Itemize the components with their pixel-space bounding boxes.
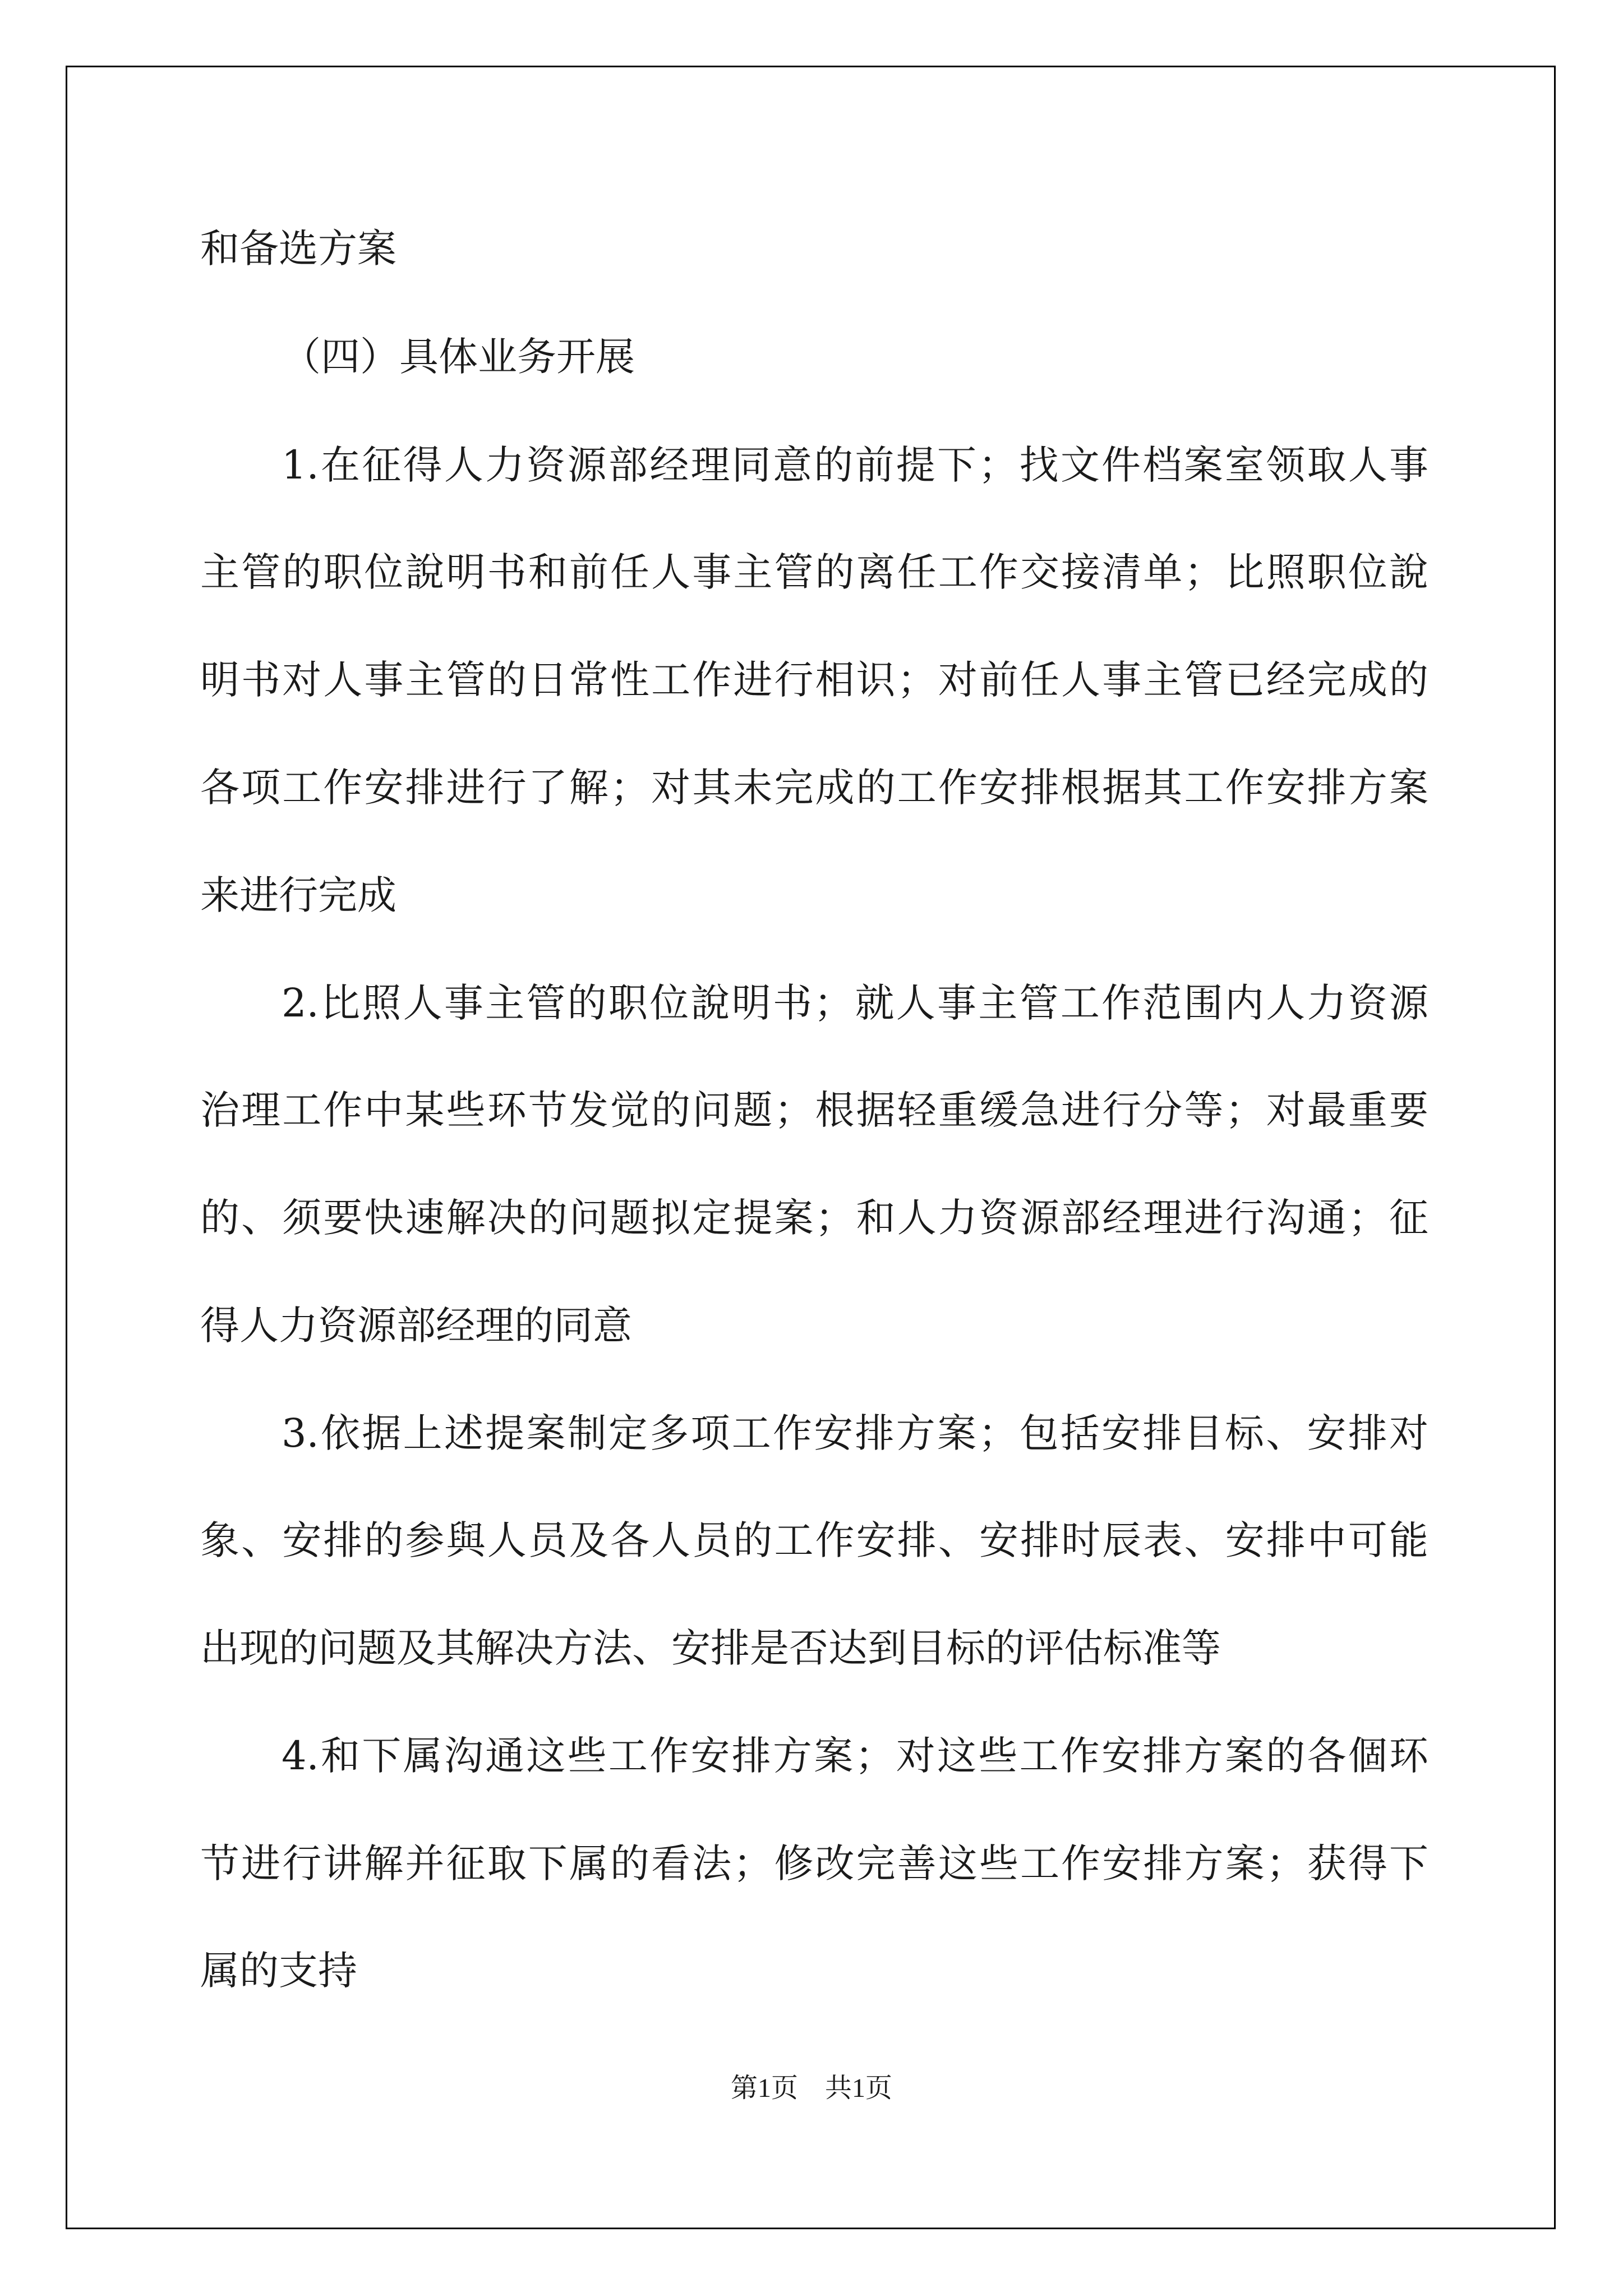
page-footer: 第1页 共1页 — [730, 2073, 892, 2103]
paragraph-line: 来进行完成 — [200, 872, 396, 918]
paragraph-line: 节进行讲解并征取下属的看法；修改完善这些工作安排方案；获得下 — [200, 1841, 1428, 1887]
paragraph-line: 得人力资源部经理的同意 — [200, 1303, 632, 1349]
paragraph-line: 1.在征得人力资源部经理同意的前提下；找文件档案室领取人事 — [282, 442, 1428, 488]
paragraph-line: 各项工作安排进行了解；对其未完成的工作安排根据其工作安排方案 — [200, 765, 1428, 811]
paragraph-line: 的、须要快速解决的问题拟定提案；和人力资源部经理进行沟通；征 — [200, 1195, 1428, 1241]
paragraph-line: 明书对人事主管的日常性工作进行相识；对前任人事主管已经完成的 — [200, 657, 1428, 703]
section-heading: （四）具体业务开展 — [282, 334, 635, 380]
paragraph-line: 属的支持 — [200, 1948, 357, 1994]
page-border — [66, 66, 1556, 2229]
text-line: 和备选方案 — [200, 226, 396, 272]
paragraph-line: 4.和下属沟通这些工作安排方案；对这些工作安排方案的各個环 — [282, 1733, 1428, 1779]
paragraph-line: 3.依据上述提案制定多项工作安排方案；包括安排目标、安排对 — [282, 1410, 1428, 1456]
paragraph-line: 治理工作中某些环节发觉的问题；根据轻重缓急进行分等；对最重要 — [200, 1087, 1428, 1133]
paragraph-line: 出现的问题及其解决方法、安排是否达到目标的评估标准等 — [200, 1625, 1221, 1671]
paragraph-line: 象、安排的参與人员及各人员的工作安排、安排时辰表、安排中可能 — [200, 1517, 1428, 1563]
paragraph-line: 主管的职位說明书和前任人事主管的离任工作交接清单；比照职位說 — [200, 549, 1428, 595]
paragraph-line: 2.比照人事主管的职位說明书；就人事主管工作范围内人力资源 — [282, 980, 1428, 1026]
